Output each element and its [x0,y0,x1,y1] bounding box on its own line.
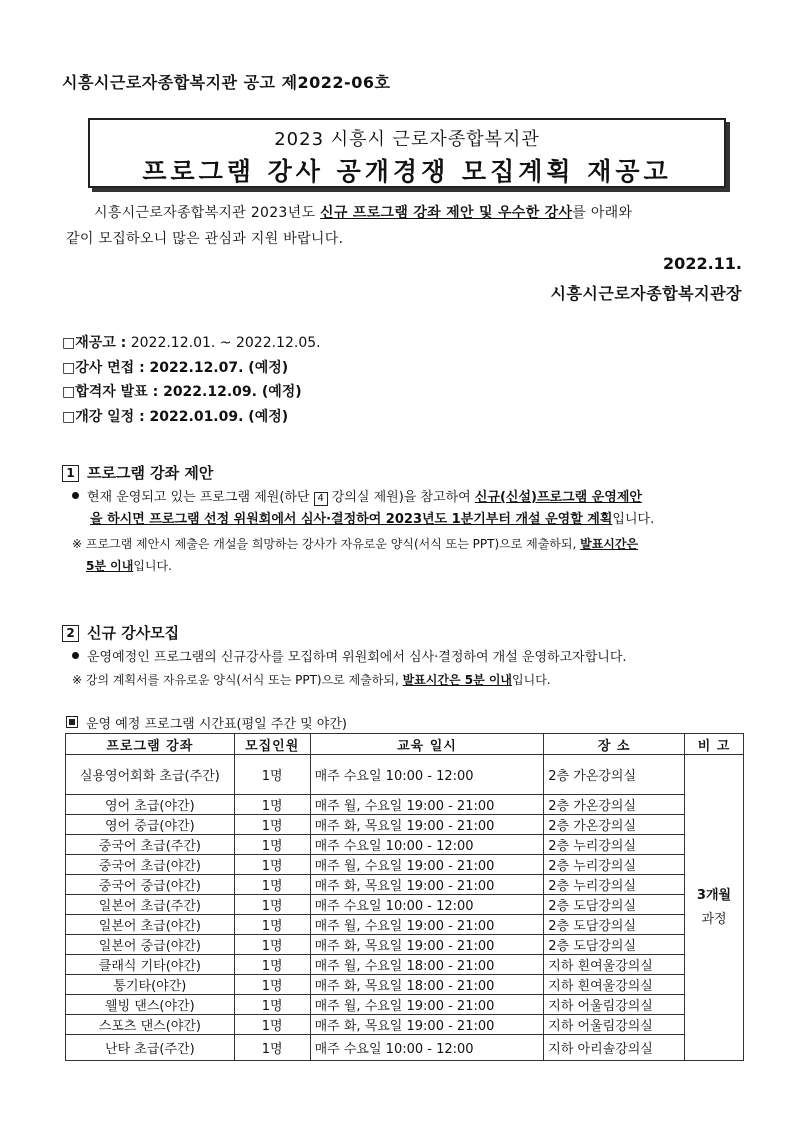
cell-datetime: 매주 수요일 10:00 - 12:00 [310,1035,544,1061]
cell-program: 웰빙 댄스(야간) [66,995,235,1015]
cell-capacity: 1명 [234,895,310,915]
section1-note: ※ 프로그램 제안시 제출은 개설을 희망하는 강사가 자유로운 양식(서식 또는 PPT)으로 제출하되, 발표시간은 5분 이내입니다. [72,537,639,573]
header-capacity: 모집인원 [234,734,310,755]
cell-program: 통기타(야간) [66,975,235,995]
program-schedule-table [65,733,744,1061]
cell-datetime: 매주 월, 수요일 18:00 - 21:00 [310,955,544,975]
schedule-row: □합격자 발표 : 2022.12.09. (예정) [62,384,302,400]
schedule-row: □재공고 : 2022.12.01. ~ 2022.12.05. [62,335,321,351]
cell-capacity: 1명 [234,835,310,855]
schedule-row: □강사 면접 : 2022.12.07. (예정) [62,359,289,376]
cell-capacity: 1명 [234,955,310,975]
cell-program: 클래식 기타(야간) [66,955,235,975]
cell-location: 2층 누리강의실 [544,855,685,875]
cell-capacity: 1명 [234,815,310,835]
cell-location: 2층 가온강의실 [544,755,685,795]
cell-datetime: 매주 화, 목요일 19:00 - 21:00 [310,935,544,955]
intro-highlight: 신규 프로그램 강좌 제안 및 우수한 강사 [320,205,573,221]
cell-program: 중국어 초급(야간) [66,855,235,875]
section-ref-box: 4 [314,492,328,506]
section1-title: 프로그램 강좌 제안 [87,464,214,482]
director-signature: 시흥시근로자종합복지관장 [550,284,742,303]
table-row [66,915,744,935]
cell-datetime: 매주 화, 목요일 18:00 - 21:00 [310,975,544,995]
header-program: 프로그램 강좌 [66,734,235,755]
cell-datetime: 매주 수요일 10:00 - 12:00 [310,755,544,795]
schedule-row: □개강 일정 : 2022.01.09. (예정) [62,408,289,425]
cell-program: 일본어 초급(주간) [66,895,235,915]
cell-datetime: 매주 화, 목요일 19:00 - 21:00 [310,815,544,835]
header-location: 장 소 [544,734,685,755]
cell-remark: 3개월 과정 [685,755,744,1061]
section2-title: 신규 강사모집 [87,624,180,642]
section1-heading [62,462,213,483]
section2-heading [62,622,179,643]
square-bullet-icon [66,716,78,728]
cell-location: 2층 도담강의실 [544,915,685,935]
cell-location: 2층 가온강의실 [544,795,685,815]
cell-capacity: 1명 [234,1035,310,1061]
cell-datetime: 매주 월, 수요일 19:00 - 21:00 [310,995,544,1015]
intro-text-end: 를 아래와 [572,205,633,221]
section2-bullet: 운영예정인 프로그램의 신규강사를 모집하며 위원회에서 심사·결정하여 개설 운영하고자합니다. [72,647,744,669]
cell-capacity: 1명 [234,935,310,955]
cell-capacity: 1명 [234,975,310,995]
table-row [66,855,744,875]
table-header-row [66,734,744,755]
intro-paragraph [66,200,734,252]
cell-location: 2층 누리강의실 [544,835,685,855]
table-row [66,1015,744,1035]
cell-capacity: 1명 [234,875,310,895]
cell-location: 지하 어울림강의실 [544,1015,685,1035]
table-caption: 운영 예정 프로그램 시간표(평일 주간 및 야간) [66,713,347,732]
cell-location: 2층 누리강의실 [544,875,685,895]
cell-capacity: 1명 [234,855,310,875]
table-row [66,795,744,815]
cell-capacity: 1명 [234,1015,310,1035]
cell-datetime: 매주 월, 수요일 19:00 - 21:00 [310,855,544,875]
section1-bullet: 현재 운영되고 있는 프로그램 제원(하단 4 강의실 제원)을 참고하여 신규(신설)프로그램 운영제안 을 하시면 프로그램 선정 위원회에서 심사·결정하여 2023년도 1분기부터 개설 운영할 계획입니다. [72,487,744,531]
table-row [66,935,744,955]
cell-capacity: 1명 [234,795,310,815]
cell-program: 영어 초급(야간) [66,795,235,815]
cell-program: 난타 초급(주간) [66,1035,235,1061]
cell-program: 중국어 초급(주간) [66,835,235,855]
cell-location: 2층 가온강의실 [544,815,685,835]
cell-program: 실용영어회화 초급(주간) [66,755,235,795]
cell-program: 일본어 초급(야간) [66,915,235,935]
cell-location: 2층 도담강의실 [544,935,685,955]
header-datetime: 교육 일시 [310,734,544,755]
table-row [66,875,744,895]
table-row [66,835,744,855]
table-row [66,995,744,1015]
title-main: 프로그램 강사 공개경쟁 모집계획 재공고 [142,157,672,186]
table-row [66,1035,744,1061]
title-box [88,118,726,188]
cell-program: 중국어 중급(야간) [66,875,235,895]
intro-text: 시흥시근로자종합복지관 2023년도 [94,205,321,221]
notice-date: 2022.11. [663,254,742,273]
notice-number: 시흥시근로자종합복지관 공고 제2022-06호 [62,73,391,92]
cell-capacity: 1명 [234,755,310,795]
cell-location: 지하 아리솔강의실 [544,1035,685,1061]
cell-datetime: 매주 화, 목요일 19:00 - 21:00 [310,875,544,895]
cell-datetime: 매주 수요일 10:00 - 12:00 [310,895,544,915]
header-remark: 비 고 [685,734,744,755]
cell-datetime: 매주 월, 수요일 19:00 - 21:00 [310,915,544,935]
cell-program: 영어 중급(야간) [66,815,235,835]
cell-capacity: 1명 [234,915,310,935]
table-row [66,755,744,795]
cell-location: 지하 흰여울강의실 [544,975,685,995]
section2-note: ※ 강의 계획서를 자유로운 양식(서식 또는 PPT)으로 제출하되, 발표시간은 5분 이내입니다. [72,673,551,687]
table-row [66,815,744,835]
section2-number: 2 [62,625,79,642]
bullet-icon [72,492,79,499]
table-row [66,895,744,915]
cell-capacity: 1명 [234,995,310,1015]
cell-datetime: 매주 월, 수요일 19:00 - 21:00 [310,795,544,815]
cell-program: 일본어 중급(야간) [66,935,235,955]
table-row [66,955,744,975]
intro-line2: 같이 모집하오니 많은 관심과 지원 바랍니다. [66,231,344,247]
schedule-list [62,331,321,429]
cell-location: 지하 어울림강의실 [544,995,685,1015]
cell-program: 스포츠 댄스(야간) [66,1015,235,1035]
cell-datetime: 매주 수요일 10:00 - 12:00 [310,835,544,855]
cell-datetime: 매주 화, 목요일 19:00 - 21:00 [310,1015,544,1035]
cell-location: 지하 흰여울강의실 [544,955,685,975]
table-row [66,975,744,995]
title-subtitle: 2023 시흥시 근로자종합복지관 [274,129,540,150]
bullet-icon [72,652,79,659]
section1-number: 1 [62,465,79,482]
cell-location: 2층 도담강의실 [544,895,685,915]
